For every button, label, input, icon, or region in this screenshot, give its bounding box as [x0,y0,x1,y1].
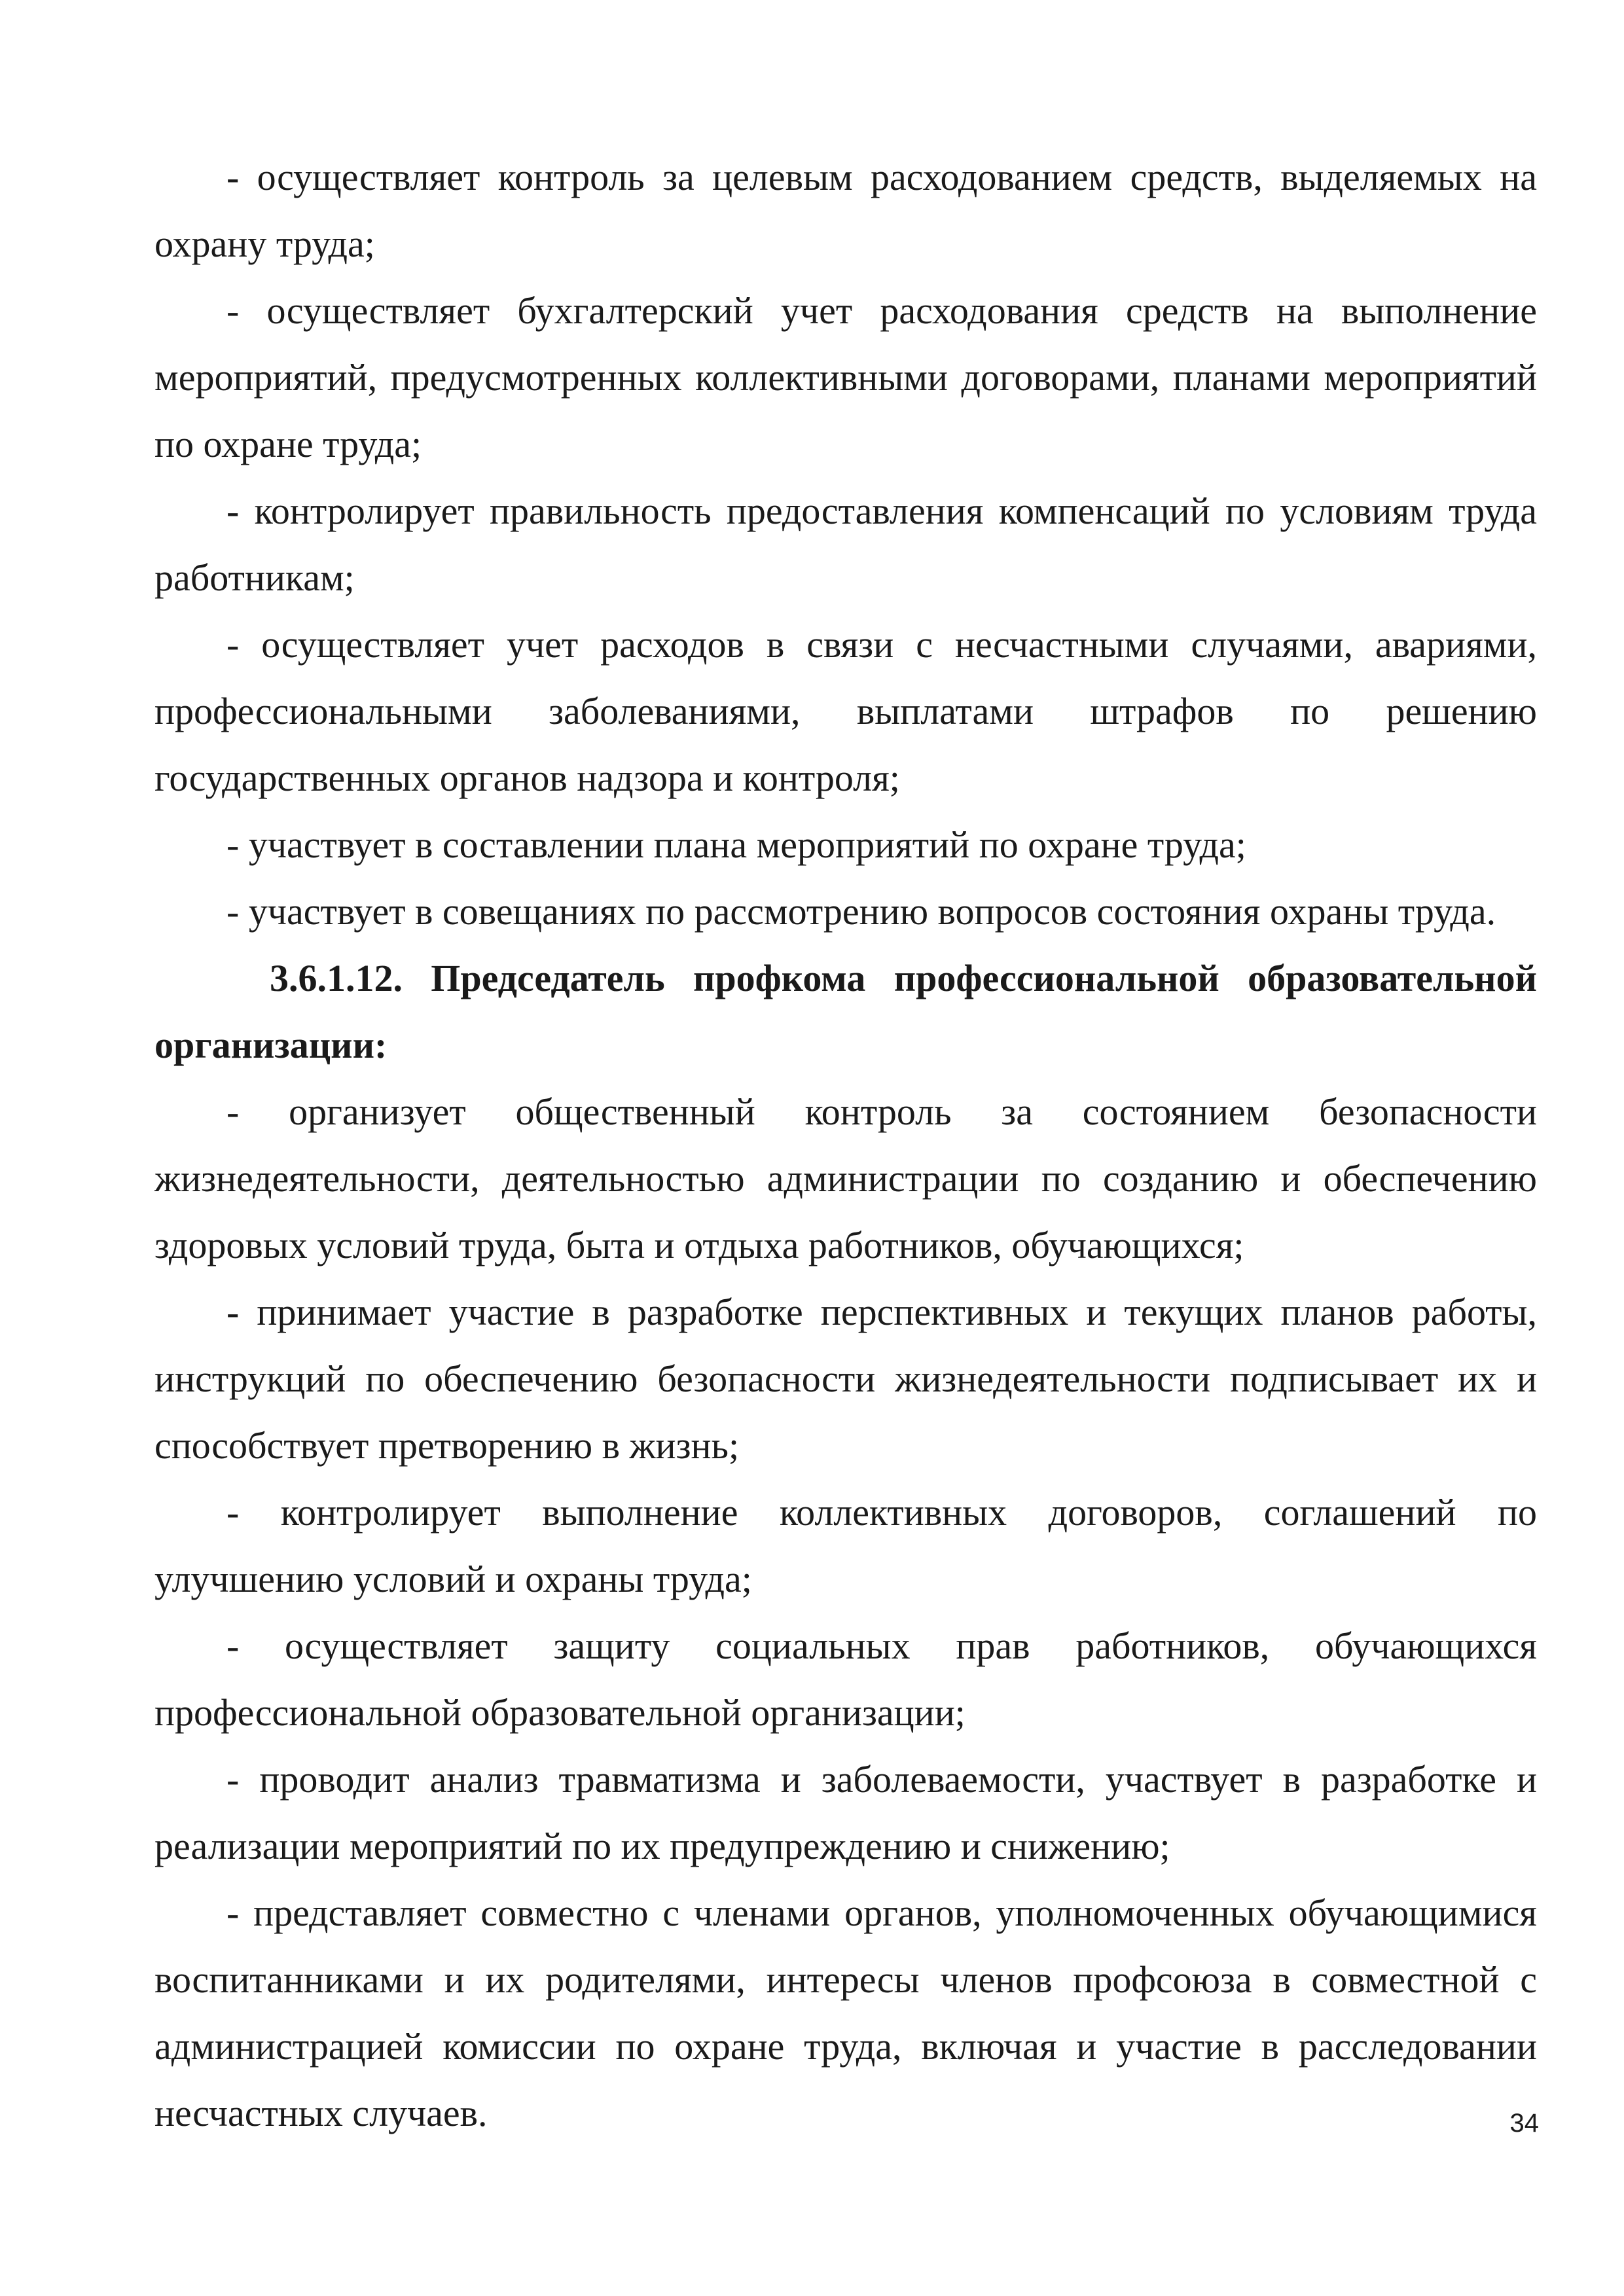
list-item: - контролирует правильность предоставления компенсаций по условиям труда работникам; [154,490,1537,599]
list-item: - организует общественный контроль за состоянием безопасности жизнедеятельности, деятельностью администрации по созданию и обеспечению здоровых условий труда, быта и отдыха работников, обучающихся; [154,1090,1537,1266]
page-number: 34 [1509,2109,1539,2138]
section-heading: 3.6.1.12. Председатель профкома профессиональной образовательной организации: [154,957,1537,1066]
list-item: - участвует в составлении плана мероприятий по охране труда; [226,823,1246,866]
list-item: - участвует в совещаниях по рассмотрению вопросов состояния охраны труда. [226,890,1496,933]
list-item: - осуществляет бухгалтерский учет расходования средств на выполнение мероприятий, предусмотренных коллективными договорами, планами мероприятий по охране труда; [154,289,1537,465]
list-item: - осуществляет контроль за целевым расходованием средств, выделяемых на охрану труда; [154,156,1537,265]
list-item: - представляет совместно с членами органов, уполномоченных обучающимися воспитанниками и их родителями, интересы членов профсоюза в совместной с администрацией комиссии по охране труда, включая и участие в расследовании несчастных случаев. [154,1892,1537,2134]
list-item: - контролирует выполнение коллективных договоров, соглашений по улучшению условий и охраны труда; [154,1491,1537,1600]
list-item: - осуществляет защиту социальных прав работников, обучающихся профессиональной образовательной организации; [154,1624,1537,1734]
list-item: - принимает участие в разработке перспективных и текущих планов работы, инструкций по обеспечению безопасности жизнедеятельности подписывает их и способствует претворению в жизнь; [154,1291,1537,1467]
list-item: - осуществляет учет расходов в связи с несчастными случаями, авариями, профессиональными заболеваниями, выплатами штрафов по решению государственных органов надзора и контроля; [154,623,1537,799]
document-body [154,144,1537,2147]
list-item: - проводит анализ травматизма и заболеваемости, участвует в разработке и реализации мероприятий по их предупреждению и снижению; [154,1758,1537,1867]
